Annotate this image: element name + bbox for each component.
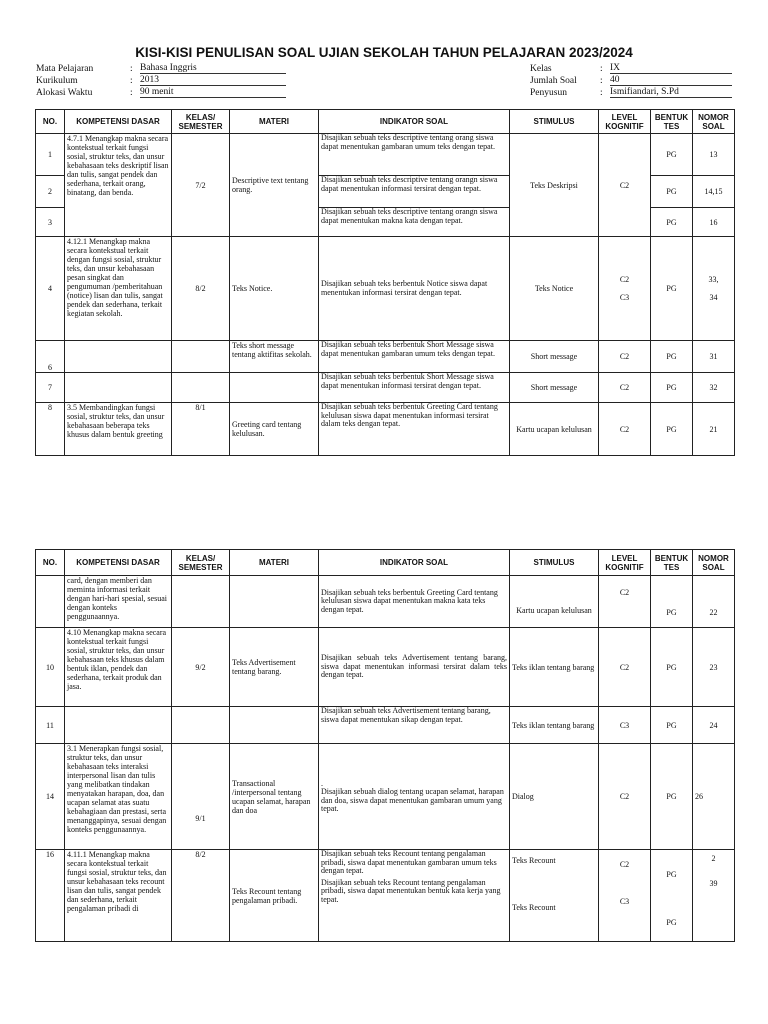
cell-indikator (319, 850, 510, 942)
cell-kd: 3.5 Membandingkan fungsi sosial, struktur teks, dan unsur kebahasaan beberapa teks khusus dalam bentuk greeting (65, 403, 172, 456)
header-kelas (172, 550, 230, 576)
header-indikator: INDIKATOR SOAL (319, 110, 510, 134)
header-materi: MATERI (230, 550, 319, 576)
cell-kelas (172, 373, 230, 403)
table-row (36, 134, 735, 176)
cell-no: 6 (36, 341, 65, 373)
meta-value: 40 (610, 75, 732, 86)
cell-no: 2 (36, 176, 65, 208)
cell-kelas: 8/1 (172, 403, 230, 456)
meta-label: Kurikulum (36, 76, 78, 86)
dot-text: . (321, 778, 323, 788)
header-level (599, 550, 651, 576)
cell-bentuk: PG (651, 373, 693, 403)
cell-no: 16 (36, 850, 65, 942)
cell-materi (230, 373, 319, 403)
cell-stimulus: Kartu ucapan kelulusan (510, 576, 599, 628)
meta-colon: : (130, 64, 133, 74)
header-kelas-line1: KELAS/ (185, 553, 216, 563)
level-line: C2 (619, 275, 630, 284)
header-nomor (693, 110, 735, 134)
table-row (36, 341, 735, 373)
header-kelas (172, 110, 230, 134)
table-row (36, 707, 735, 744)
cell-kd: 4.10 Menangkap makna secara kontekstual terkait fungsi sosial, struktur teks, dan unsur kebahasaan teks khusus dalam bentuk iklan, pendek dan sederhana, terkait produk dan jasa. (65, 628, 172, 707)
cell-nomor: 16 (693, 208, 735, 237)
cell-no: 4 (36, 237, 65, 341)
cell-kd: 4.12.1 Menangkap makna secara kontekstual terkait dengan fungsi sosial, struktur teks, dan unsur kebahasaan pesan singkat dan pengumuman /pemberitahuan (notice) lisan dan tulis, sangat pendek dan sederhana, terkait kegiatan sekolah. (65, 237, 172, 341)
header-kd: KOMPETENSI DASAR (65, 110, 172, 134)
cell-level: C2 (599, 134, 651, 237)
header-kelas-line2: SEMESTER (178, 121, 223, 131)
header-kelas-line1: KELAS/ (185, 112, 216, 122)
cell-indikator: Disajikan sebuah teks descriptive tentang orangn siswa dapat menentukan makna kata dengan tepat. (319, 208, 510, 237)
nomor-line: 34 (709, 293, 718, 302)
cell-kd: 3.1 Menerapkan fungsi sosial, struktur teks, dan unsur kebahasaan teks interaksi interpersonal lisan dan tulis yang melibatkan tindakan menyatakan harapan, doa, dan ucapan selamat atas suatu kebahagiaan dan prestasi, serta menanggapinya, sesuai dengan konteks penggunaannya. (65, 744, 172, 850)
cell-indikator: Disajikan sebuah teks Advertisement tentang barang, siswa dapat menentukan informasi tersirat dalam teks dengan tepat. (319, 628, 510, 707)
header-stimulus: STIMULUS (510, 550, 599, 576)
stimulus-text: Teks Recount (512, 856, 556, 865)
header-nomor-line2: SOAL (702, 121, 725, 131)
header-level-line2: KOGNITIF (605, 121, 644, 131)
cell-level (599, 237, 651, 341)
meta-colon: : (130, 76, 133, 86)
cell-indikator: Disajikan sebuah teks berbentuk Short Message siswa dapat menentukan gambaran umum teks dengan tepat. (319, 341, 510, 373)
cell-bentuk: PG (651, 628, 693, 707)
cell-no: 10 (36, 628, 65, 707)
table-row (36, 744, 735, 850)
cell-stimulus: Teks Notice (510, 237, 599, 341)
header-materi: MATERI (230, 110, 319, 134)
meta-row-count (530, 74, 732, 86)
cell-kelas: 9/2 (172, 628, 230, 707)
cell-stimulus: Short message (510, 373, 599, 403)
cell-stimulus (510, 850, 599, 942)
cell-materi: Greeting card tentang kelulusan. (230, 403, 319, 456)
header-no: NO. (36, 550, 65, 576)
cell-materi: Teks Notice. (230, 237, 319, 341)
cell-level: C2 (599, 373, 651, 403)
table-row (36, 403, 735, 456)
nomor-line: 2 (711, 854, 716, 863)
table-row (36, 373, 735, 403)
nomor-line: 33, (708, 275, 719, 284)
cell-kd (65, 373, 172, 403)
indikator-text: Disajikan sebuah teks Recount tentang pengalaman pribadi, siswa dapat menentukan bentuk kata kerja yang tepat. (321, 877, 501, 904)
meta-label: Kelas (530, 64, 552, 74)
header-row (36, 110, 735, 134)
cell-bentuk: PG (651, 744, 693, 850)
meta-row-subject (36, 62, 286, 74)
header-kd: KOMPETENSI DASAR (65, 550, 172, 576)
meta-right (530, 62, 732, 98)
header-no: NO. (36, 110, 65, 134)
cell-kelas: 8/2 (172, 237, 230, 341)
meta-row-time (36, 86, 286, 98)
header-level (599, 110, 651, 134)
cell-bentuk (651, 850, 693, 942)
header-kelas-line2: SEMESTER (178, 562, 223, 572)
cell-level (599, 850, 651, 942)
cell-stimulus: Kartu ucapan kelulusan (510, 403, 599, 456)
table-row (36, 628, 735, 707)
header-nomor-line1: NOMOR (698, 112, 729, 122)
meta-label: Jumlah Soal (530, 76, 577, 86)
cell-kd: 4.11.1 Menangkap makna secara kontekstual terkait fungsi sosial, struktur teks, dan unsur kebahasaan teks recount lisan dan tulis, sangat pendek dan sederhana, terkait pengalaman pribadi di (65, 850, 172, 942)
cell-nomor: 26 (693, 744, 735, 850)
header-bentuk-line2: TES (663, 121, 680, 131)
cell-indikator: Disajikan sebuah teks berbentuk Greeting Card tentang kelulusan siswa dapat menentukan makna kata teks dengan tepat. (319, 576, 510, 628)
meta-value: 2013 (140, 75, 286, 86)
meta-label: Alokasi Waktu (36, 88, 93, 98)
header-indikator: INDIKATOR SOAL (319, 550, 510, 576)
cell-level: C2 (599, 744, 651, 850)
meta-value: IX (610, 63, 732, 74)
header-bentuk (651, 550, 693, 576)
header-nomor-line2: SOAL (702, 562, 725, 572)
cell-kd (65, 341, 172, 373)
cell-kelas (172, 707, 230, 744)
cell-kelas: 9/1 (172, 744, 230, 850)
cell-no: 7 (36, 373, 65, 403)
document-title: KISI-KISI PENULISAN SOAL UJIAN SEKOLAH TAHUN PELAJARAN 2023/2024 (135, 45, 633, 60)
bentuk-line: PG (666, 870, 677, 879)
cell-materi: Teks short message tentang aktifitas sekolah. (230, 341, 319, 373)
nomor-line: 39 (709, 879, 718, 888)
cell-materi: Descriptive text tentang orang. (230, 134, 319, 237)
meta-label: Penyusun (530, 88, 567, 98)
cell-nomor (693, 850, 735, 942)
cell-bentuk: PG (651, 707, 693, 744)
cell-indikator: Disajikan sebuah teks Advertisement tentang barang, siswa dapat menentukan sikap dengan tepat. (319, 707, 510, 744)
meta-colon: : (130, 88, 133, 98)
header-nomor-line1: NOMOR (698, 553, 729, 563)
stimulus-text: Teks Recount (512, 903, 556, 912)
table-row (36, 576, 735, 628)
bentuk-line: PG (666, 918, 677, 927)
meta-value: Ismifiandari, S.Pd (610, 87, 732, 98)
cell-level: C2 (599, 628, 651, 707)
header-bentuk-line1: BENTUK (654, 553, 689, 563)
cell-level: C2 (599, 341, 651, 373)
cell-bentuk: PG (651, 576, 693, 628)
cell-nomor: 21 (693, 403, 735, 456)
cell-materi: Transactional /interpersonal tentang ucapan selamat, harapan dan doa (230, 744, 319, 850)
level-line: C3 (619, 293, 630, 302)
cell-bentuk: PG (651, 208, 693, 237)
cell-stimulus: Dialog (510, 744, 599, 850)
table-row (36, 237, 735, 341)
grid-table-1 (35, 109, 735, 456)
cell-kd: 4.7.1 Menangkap makna secara kontekstual terkait fungsi sosial, struktur teks, dan unsur kebahasaan teks deskriptif lisan dan tulis, sangat pendek dan sederhana, terkait orang, binatang, dan benda. (65, 134, 172, 237)
cell-kelas: 8/2 (172, 850, 230, 942)
indikator-text: Disajikan sebuah dialog tentang ucapan selamat, harapan dan doa, siswa dapat menentukan gambaran umum yang tepat. (321, 787, 504, 813)
header-bentuk (651, 110, 693, 134)
meta-colon: : (600, 76, 603, 86)
cell-bentuk: PG (651, 134, 693, 176)
cell-kelas (172, 576, 230, 628)
level-line: C2 (619, 860, 630, 869)
cell-indikator (319, 744, 510, 850)
meta-row-curriculum (36, 74, 286, 86)
cell-no (36, 576, 65, 628)
indikator-text: Disajikan sebuah teks Recount tentang pengalaman pribadi, siswa dapat menentukan gambaran umum teks dengan tepat. (321, 849, 497, 875)
cell-stimulus: Short message (510, 341, 599, 373)
cell-kelas (172, 341, 230, 373)
cell-kd (65, 707, 172, 744)
cell-bentuk: PG (651, 341, 693, 373)
cell-no: 11 (36, 707, 65, 744)
cell-indikator: Disajikan sebuah teks berbentuk Short Message siswa dapat menentukan informasi tersirat dengan tepat. (319, 373, 510, 403)
cell-materi: Teks Recount tentang pengalaman pribadi. (230, 850, 319, 942)
cell-nomor: 23 (693, 628, 735, 707)
cell-level: C2 (599, 403, 651, 456)
cell-stimulus: Teks iklan tentang barang (510, 628, 599, 707)
cell-stimulus: Teks iklan tentang barang (510, 707, 599, 744)
meta-row-author (530, 86, 732, 98)
cell-bentuk: PG (651, 237, 693, 341)
cell-no: 1 (36, 134, 65, 176)
header-bentuk-line2: TES (663, 562, 680, 572)
cell-bentuk: PG (651, 176, 693, 208)
cell-materi (230, 707, 319, 744)
header-level-line2: KOGNITIF (605, 562, 644, 572)
header-row (36, 550, 735, 576)
cell-no: 14 (36, 744, 65, 850)
cell-nomor: 22 (693, 576, 735, 628)
header-nomor (693, 550, 735, 576)
meta-value: 90 menit (140, 87, 286, 98)
grid-table-2 (35, 549, 735, 942)
header-stimulus: STIMULUS (510, 110, 599, 134)
cell-nomor: 24 (693, 707, 735, 744)
cell-indikator: Disajikan sebuah teks descriptive tentang orang siswa dapat menentukan gambaran umum teks dengan tepat. (319, 134, 510, 176)
cell-indikator: Disajikan sebuah teks berbentuk Greeting Card tentang kelulusan siswa dapat menentukan informasi tersirat dalam teks dengan tepat. (319, 403, 510, 456)
cell-indikator: Disajikan sebuah teks berbentuk Notice siswa dapat menentukan informasi tersirat dengan tepat. (319, 237, 510, 341)
level-line: C3 (619, 897, 630, 906)
meta-row-class (530, 62, 732, 74)
cell-level: C3 (599, 707, 651, 744)
meta-label: Mata Pelajaran (36, 64, 94, 74)
cell-nomor: 14,15 (693, 176, 735, 208)
meta-colon: : (600, 64, 603, 74)
cell-indikator: Disajikan sebuah teks descriptive tentang orangn siswa dapat menentukan informasi tersirat dengan tepat. (319, 176, 510, 208)
cell-no: 3 (36, 208, 65, 237)
cell-no: 8 (36, 403, 65, 456)
cell-materi (230, 576, 319, 628)
cell-stimulus: Teks Deskripsi (510, 134, 599, 237)
meta-value: Bahasa Inggris (140, 63, 286, 74)
cell-nomor: 31 (693, 341, 735, 373)
table-row (36, 850, 735, 942)
cell-level: C2 (599, 576, 651, 628)
meta-left (36, 62, 286, 98)
cell-nomor (693, 237, 735, 341)
meta-colon: : (600, 88, 603, 98)
cell-bentuk: PG (651, 403, 693, 456)
header-bentuk-line1: BENTUK (654, 112, 689, 122)
cell-materi: Teks Advertisement tentang barang. (230, 628, 319, 707)
cell-kd: card, dengan memberi dan meminta informasi terkait dengan hari-hari spesial, sesuai dengan konteks penggunaannya. (65, 576, 172, 628)
cell-kelas: 7/2 (172, 134, 230, 237)
cell-nomor: 13 (693, 134, 735, 176)
header-level-line1: LEVEL (611, 553, 638, 563)
header-level-line1: LEVEL (611, 112, 638, 122)
cell-nomor: 32 (693, 373, 735, 403)
